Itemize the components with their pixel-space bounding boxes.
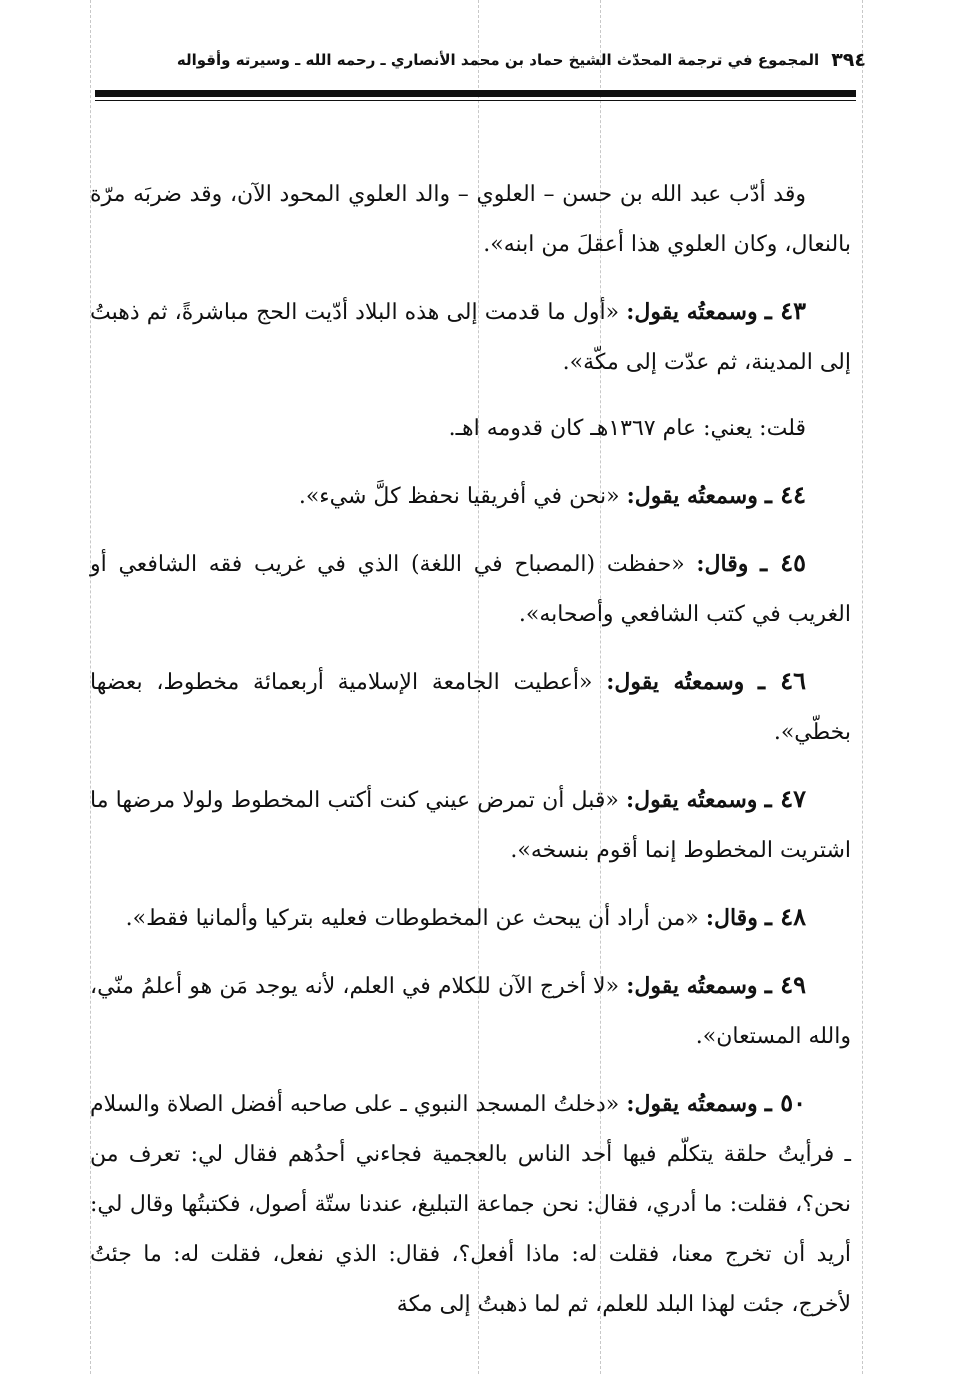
numbered-paragraph [90,774,851,876]
paragraph-number: ٤٧ ـ [764,784,806,813]
numbered-paragraph [90,960,851,1062]
paragraph-lead: وسمعتُه يقول: [626,973,758,999]
paragraph-lead: وقال: [696,551,749,577]
paragraph-text: وقد أدّب عبد الله بن حسن – العلوي – والد العلوي المحود الآن، وقد ضربَه مرّة بالنعال، وكان العلوي هذا أعقلَ من ابنه». [90,182,851,257]
running-header [160,40,866,80]
paragraph-note [90,404,851,454]
paragraph-text: «دخلتُ المسجد النبوي ـ على صاحبه أفضل الصلاة والسلام ـ فرأيتُ حلقة يتكلّم فيها أحد الناس بالعجمية فجاءني أحدُهم فقال لي: تعرف من نحن؟، فقلت: ما أدري، فقال: نحن جماعة التبليغ، عندنا ستّة أصول، فكتبتُها وقال لي: أريد أن تخرج معنا، فقلت له: ماذا أفعل؟، فقال: الذي نفعل، فقلت له: ما جئتُ لأخرج، جئت لهذا البلد للعلم، ثم لما ذهبتُ إلى مكة [90,1092,851,1317]
paragraph-text: «لا أخرج الآن للكلام في العلم، لأنه يوجد مَن هو أعلمُ منّي، والله المستعان». [90,974,851,1049]
paragraph-number: ٤٦ ـ [758,666,806,695]
numbered-paragraph [90,538,851,640]
paragraph-lead: وسمعتُه يقول: [626,787,758,813]
paragraph-number: ٤٥ ـ [760,548,806,577]
paragraph-text: قلت: يعني: عام ١٣٦٧هـ كان قدومه اهـ. [448,416,806,441]
paragraph-lead: وسمعتُه يقول: [606,669,745,695]
numbered-paragraph [90,286,851,388]
paragraph-number: ٥٠ ـ [764,1088,806,1117]
paragraph-continuation [90,170,851,270]
page-number: ٣٩٤ [831,49,866,71]
body-text [90,170,851,1346]
paragraph-text: «حفظت (المصباح في اللغة) الذي في غريب فقه الشافعي أو الغريب في كتب الشافعي وأصحابه». [90,552,851,627]
paragraph-text: «أعطيت الجامعة الإسلامية أربعمائة مخطوط، بعضها بخطّي». [90,670,851,745]
running-title: المجموع في ترجمة المحدّث الشيخ حماد بن محمد الأنصاري ـ رحمه الله ـ وسيرته وأقواله [176,51,820,69]
header-rule-thick [95,90,856,97]
paragraph-number: ٤٩ ـ [764,970,807,999]
numbered-paragraph [90,656,851,758]
paragraph-lead: وسمعتُه يقول: [626,483,758,509]
paragraph-lead: وقال: [705,905,758,931]
header-rule-thin [95,100,856,101]
paragraph-number: ٤٤ ـ [764,480,806,509]
numbered-paragraph [90,892,851,944]
paragraph-text: «قبل أن تمرض عيني كنت أكتب المخطوط ولولا مرضها ما اشتريت المخطوط إنما أقوم بنسخه». [90,788,851,863]
scan-guide-line [862,0,863,1374]
paragraph-number: ٤٨ ـ [764,902,806,931]
paragraph-text: «أول ما قدمت إلى هذه البلاد أدّيت الحج مباشرةً، ثم ذهبتُ إلى المدينة، ثم عدّت إلى مكّة». [90,300,851,375]
paragraph-text: «نحن في أفريقيا نحفظ كلَّ شيء». [298,484,620,509]
paragraph-lead: وسمعتُه يقول: [626,1091,758,1117]
numbered-paragraph [90,470,851,522]
numbered-paragraph [90,1078,851,1330]
paragraph-lead: وسمعتُه يقول: [626,299,758,325]
paragraph-text: «من أراد أن يبحث عن المخطوطات فعليه بتركيا وألمانيا فقط». [125,906,699,931]
paragraph-number: ٤٣ ـ [764,296,806,325]
